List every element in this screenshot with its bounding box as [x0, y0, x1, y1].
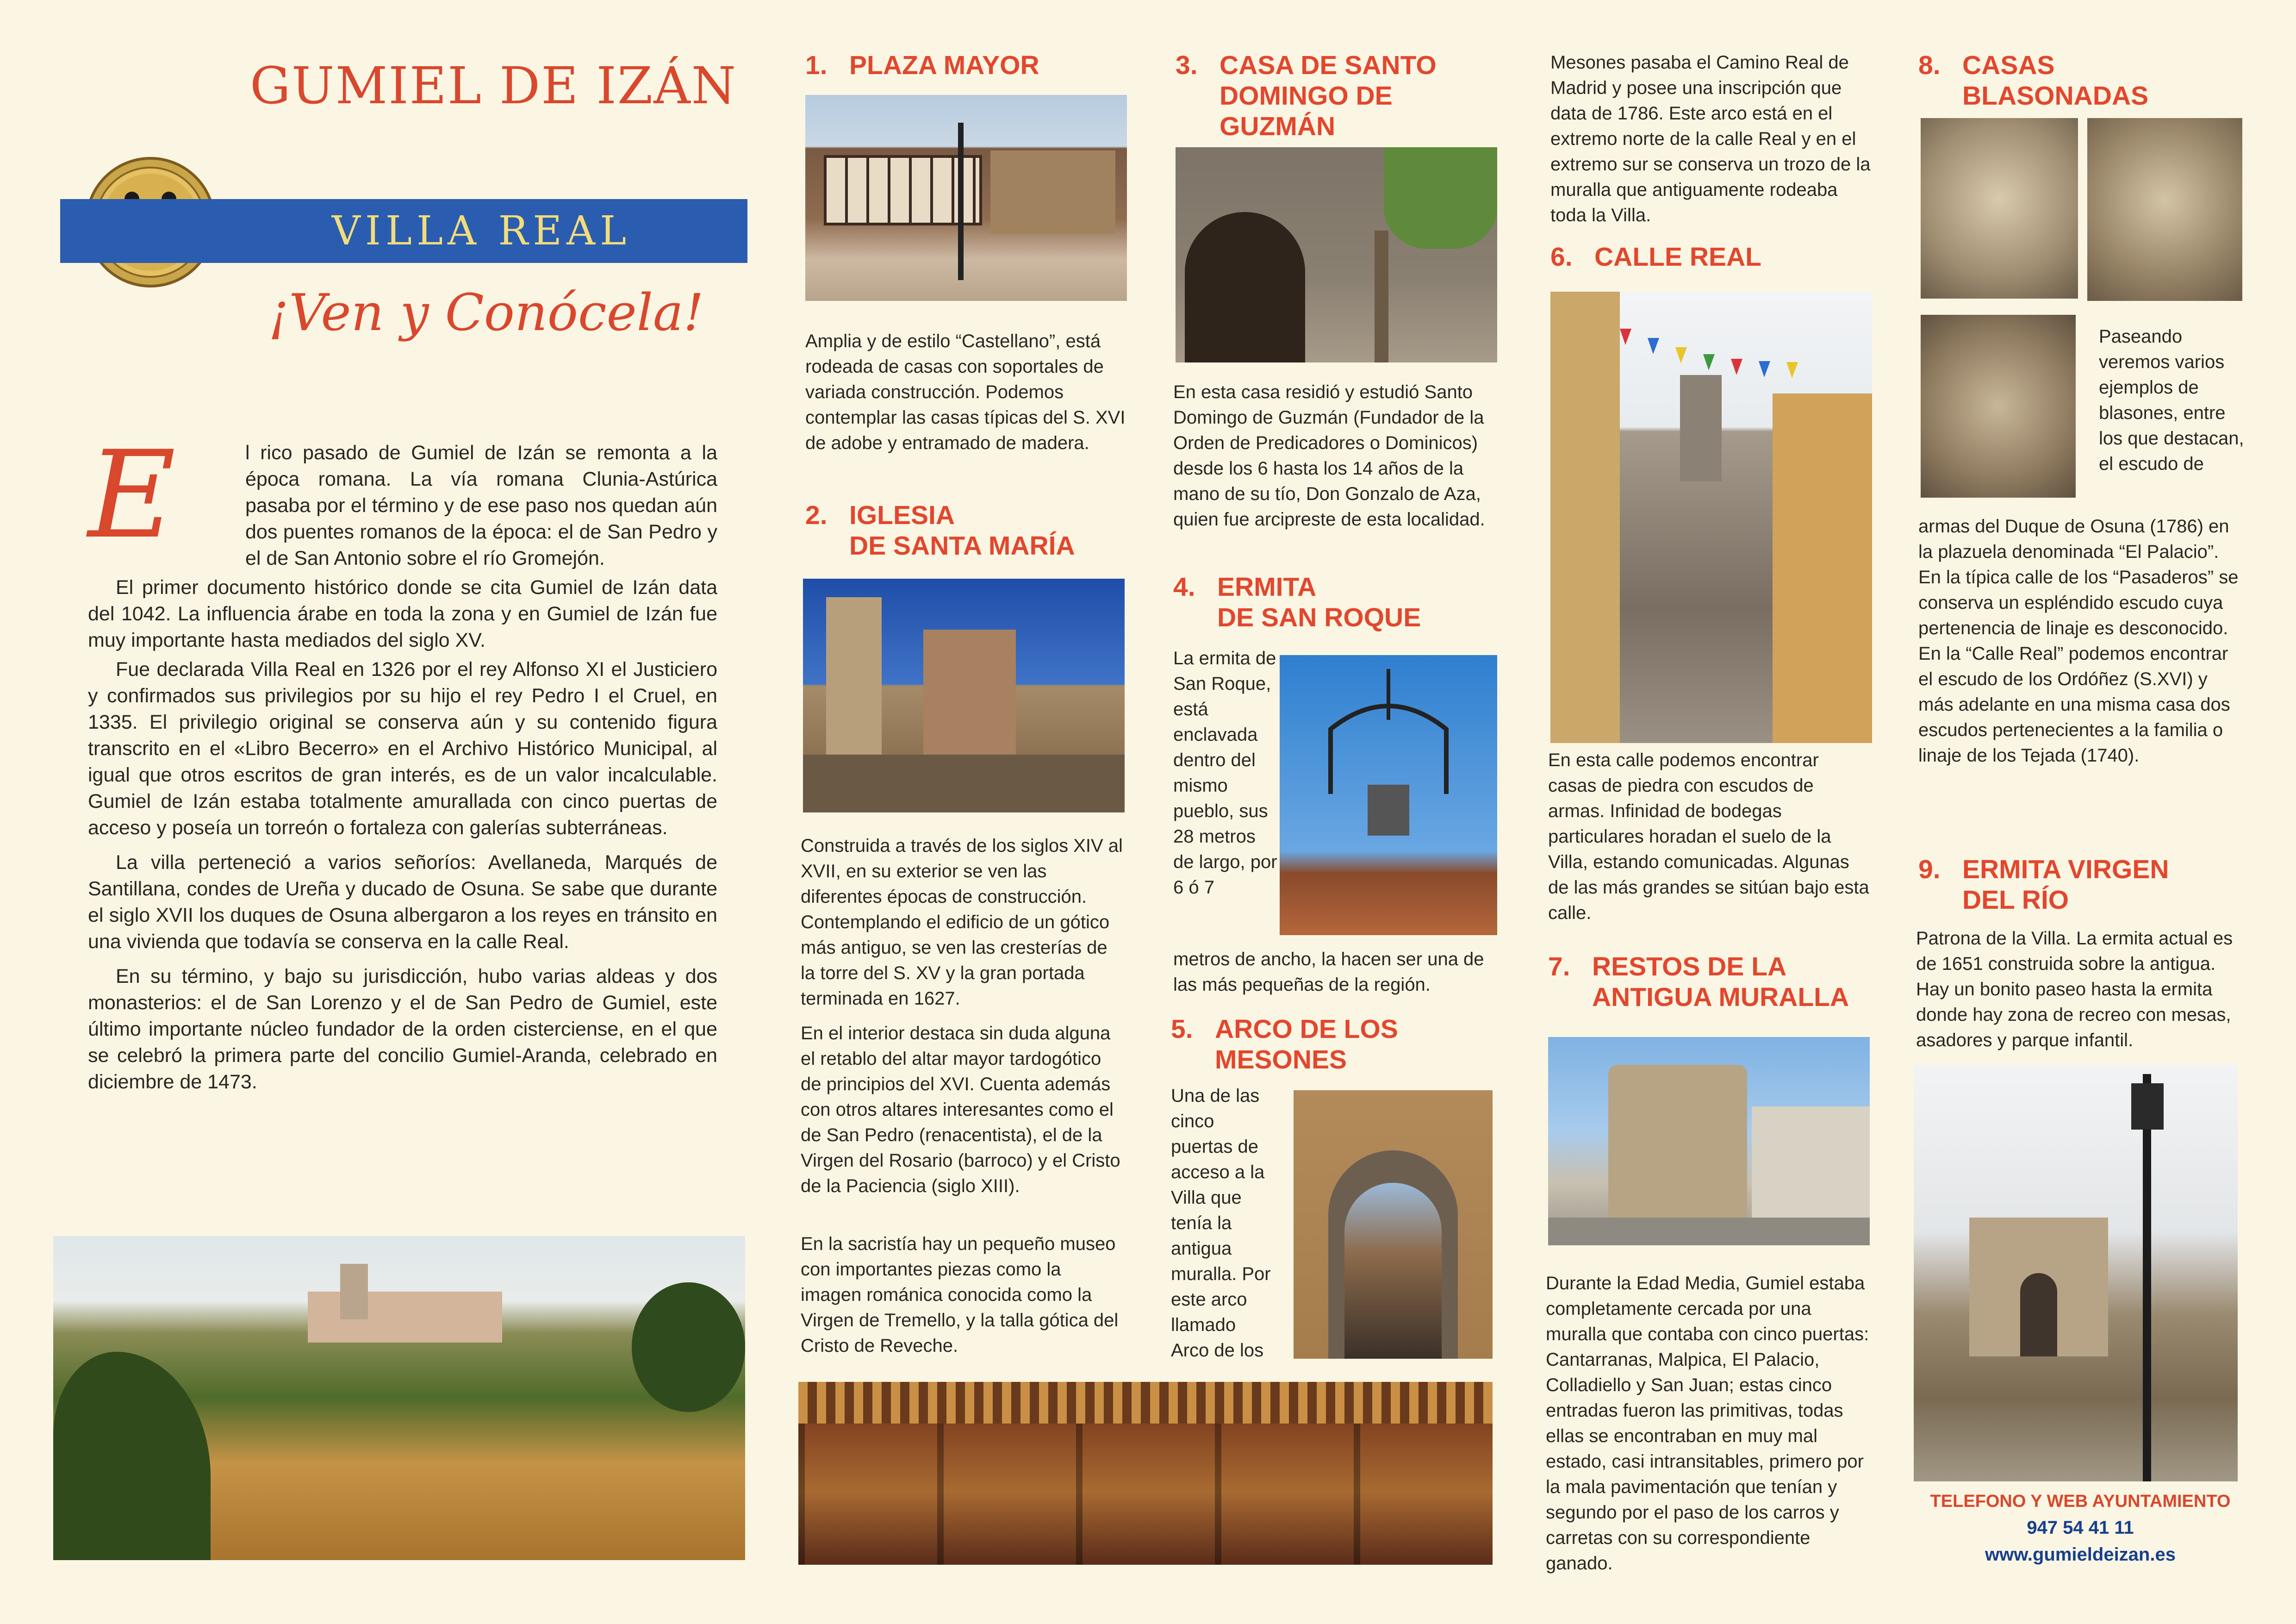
contact-phone: 947 54 41 11 [2027, 1518, 2134, 1538]
heading-plaza-mayor: 1. PLAZA MAYOR [805, 50, 1039, 80]
san-roque-photo [1280, 655, 1497, 935]
iglesia-text-2: En el interior destaca sin duda alguna el retablo del altar mayor tardogótico de principios del XVI. Cuenta además con otros altares interesantes como el de San Pedro (renacentista), el de la Virgen del Rosario (barroco) y el Cristo de la Paciencia (siglo XIII). [801, 1023, 1120, 1196]
casas-blasonadas-text-narrow: Paseando veremos varios ejemplos de blasones, entre los que destacan, el escudo de [2099, 326, 2244, 474]
contact-web[interactable]: www.gumieldeizan.es [1985, 1544, 2176, 1565]
casa-santo-domingo-text: En esta casa residió y estudió Santo Domingo de Guzmán (Fundador de la Orden de Predicadores o Dominicos) desde los 6 hasta los 14 años de la mano de su tío, Don Gonzalo de Aza, quien fue arcipreste de esta localidad. [1173, 382, 1485, 530]
drop-cap: E [88, 425, 176, 565]
calle-real-text: En esta calle podemos encontrar casas de piedra con escudos de armas. Infinidad de bodegas particulares horadan el suelo de la Villa, estando comunicadas. Algunas de las más grandes se sitúan bajo esta calle. [1548, 750, 1869, 923]
title-text: GUMIEL DE IZÁN [250, 56, 737, 115]
ermita-virgen-text: Patrona de la Villa. La ermita actual es de 1651 construida sobre la antigua. Hay un bonito paseo hasta la ermita donde hay zona de recreo con mesas, asadores y parque infantil. [1916, 928, 2233, 1050]
muralla-text: Durante la Edad Media, Gumiel estaba completamente cercada por una muralla que contaba con cinco puertas: Cantarranas, Malpica, El Palacio, Colladiello y San Juan; estas cinco entradas fueron las primitivas, todas ellas se encontraban en muy mal estado, casi intransitables, primero por la mala pavimentación que tenían y segundo por el paso de los carros y carretas con su correspondiente ganado. [1546, 1273, 1869, 1574]
heading-casas-blasonadas: 8. CASAS BLASONADAS [1918, 50, 2149, 111]
plaza-mayor-photo [805, 95, 1127, 301]
iglesia-photo [803, 579, 1125, 812]
intro-p3: Fue declarada Villa Real en 1326 por el rey Alfonso XI el Justiciero y confirmados sus privilegios por su hijo el rey Pedro I el Cruel, en 1335. El privilegio original se conserva aún y su contenido figura transcrito en el «Libro Becerro» en el Archivo Histórico Municipal, al igual que otros escritos de gran interés, es de un valor incalculable. Gumiel de Izán estaba totalmente amurallada con cinco puertas de acceso y poseía un torreón o fortaleza con galerías subterráneas. [88, 658, 717, 839]
intro-p4: La villa perteneció a varios señoríos: Avellaneda, Marqués de Santillana, condes de Ureña y ducado de Osuna. Se sabe que durante el siglo XVII los duques de Osuna albergaron a los reyes en tránsito en una vivienda que todavía se conserva en la calle Real. [88, 851, 717, 953]
heading-restos-muralla: 7. RESTOS DE LA ANTIGUA MURALLA [1548, 952, 1849, 1012]
san-roque-text-wide: metros de ancho, la hacen ser una de las más pequeñas de la región. [1173, 949, 1484, 995]
escudo-photo-1 [1921, 118, 2078, 299]
contact-footer [1916, 1488, 2245, 1568]
contact-label: TELEFONO Y WEB AYUNTAMIENTO [1930, 1492, 2231, 1511]
arco-mesones-text: Una de las cinco puertas de acceso a la Villa que tenía la antigua muralla. Por este arco llamado Arco de los [1171, 1086, 1271, 1361]
heading-ermita-san-roque: 4. ERMITA DE SAN ROQUE [1173, 572, 1421, 632]
heading-ermita-virgen: 9. ERMITA VIRGEN DEL RÍO [1918, 855, 2169, 915]
arco-mesones-photo [1294, 1090, 1493, 1359]
slogan: ¡Ven y Conócela! [268, 283, 704, 342]
escudo-photo-3 [1921, 315, 2076, 498]
arco-mesones-cont-text: Mesones pasaba el Camino Real de Madrid y posee una inscripción que data de 1786. Este arco está en el extremo norte de la calle Real y en el extremo sur se conserva un trozo de la muralla que antiguamente rodeaba toda la Villa. [1550, 52, 1871, 225]
landscape-photo [53, 1236, 745, 1560]
iglesia-text-3: En la sacristía hay un pequeño museo con importantes piezas como la imagen románica conocida como la Virgen de Tremello, y la talla gótica del Cristo de Reveche. [801, 1234, 1119, 1356]
ermita-virgen-photo [1914, 1065, 2238, 1481]
page-title [250, 49, 759, 141]
heading-iglesia: 2. IGLESIA DE SANTA MARÍA [805, 500, 1075, 561]
plaza-mayor-text: Amplia y de estilo “Castellano”, está rodeada de casas con soportales de variada construcción. Podemos contemplar las casas típicas del S. XVI de adobe y entramado de madera. [805, 331, 1126, 453]
band-title: VILLA REAL [331, 208, 631, 254]
heading-calle-real: 6. CALLE REAL [1550, 242, 1761, 272]
muralla-photo [1548, 1037, 1870, 1245]
iglesia-text-1: Construida a través de los siglos XIV al XVII, en su exterior se ven las diferentes épocas de construcción. Contemplando el edificio de un gótico más antiguo, se ven las cresterías de la torre del S. XV y la gran portada terminada en 1627. [801, 836, 1123, 1009]
heading-casa-santo-domingo: 3. CASA DE SANTO DOMINGO DE GUZMÁN [1176, 50, 1437, 141]
san-roque-text-narrow: La ermita de San Roque, está enclavada dentro del mismo pueblo, sus 28 metros de largo, por 6 ó 7 [1173, 648, 1277, 898]
casas-blasonadas-text-wide: armas del Duque de Osuna (1786) en la plazuela denominada “El Palacio”. En la típica calle de los “Pasaderos” se conserva un espléndido escudo cuya pertenencia de linaje es desconocido. En la “Calle Real” podemos encontrar el escudo de los Ordóñez (S.XVI) y más adelante en una misma casa dos escudos pertenecientes a la familia o linaje de los Tejada (1740). [1918, 516, 2239, 766]
calle-real-photo [1550, 292, 1872, 743]
retablo-photo [798, 1382, 1493, 1565]
intro-p5: En su término, y bajo su jurisdicción, hubo varias aldeas y dos monasterios: el de San Lorenzo y el de San Pedro de Gumiel, este último importante núcleo fundador de la orden cisterciense, en el que se celebró la primera parte del concilio Gumiel-Aranda, celebrado en diciembre de 1473. [88, 965, 717, 1093]
heading-arco-mesones: 5. ARCO DE LOS MESONES [1171, 1014, 1398, 1074]
intro-text [88, 425, 717, 1095]
escudo-photo-2 [2087, 118, 2242, 301]
intro-p2: El primer documento histórico donde se cita Gumiel de Izán data del 1042. La influencia árabe en toda la zona y en Gumiel de Izán fue muy importante hasta mediados del siglo XV. [88, 576, 717, 651]
casa-santo-domingo-photo [1176, 147, 1497, 362]
intro-p1: l rico pasado de Gumiel de Izán se remonta a la época romana. La vía romana Clunia-Astúrica pasaba por el término y de ese paso nos quedan aún dos puentes romanos de la época: el de San Pedro y el de San Antonio sobre el río Gromejón. [245, 442, 717, 569]
